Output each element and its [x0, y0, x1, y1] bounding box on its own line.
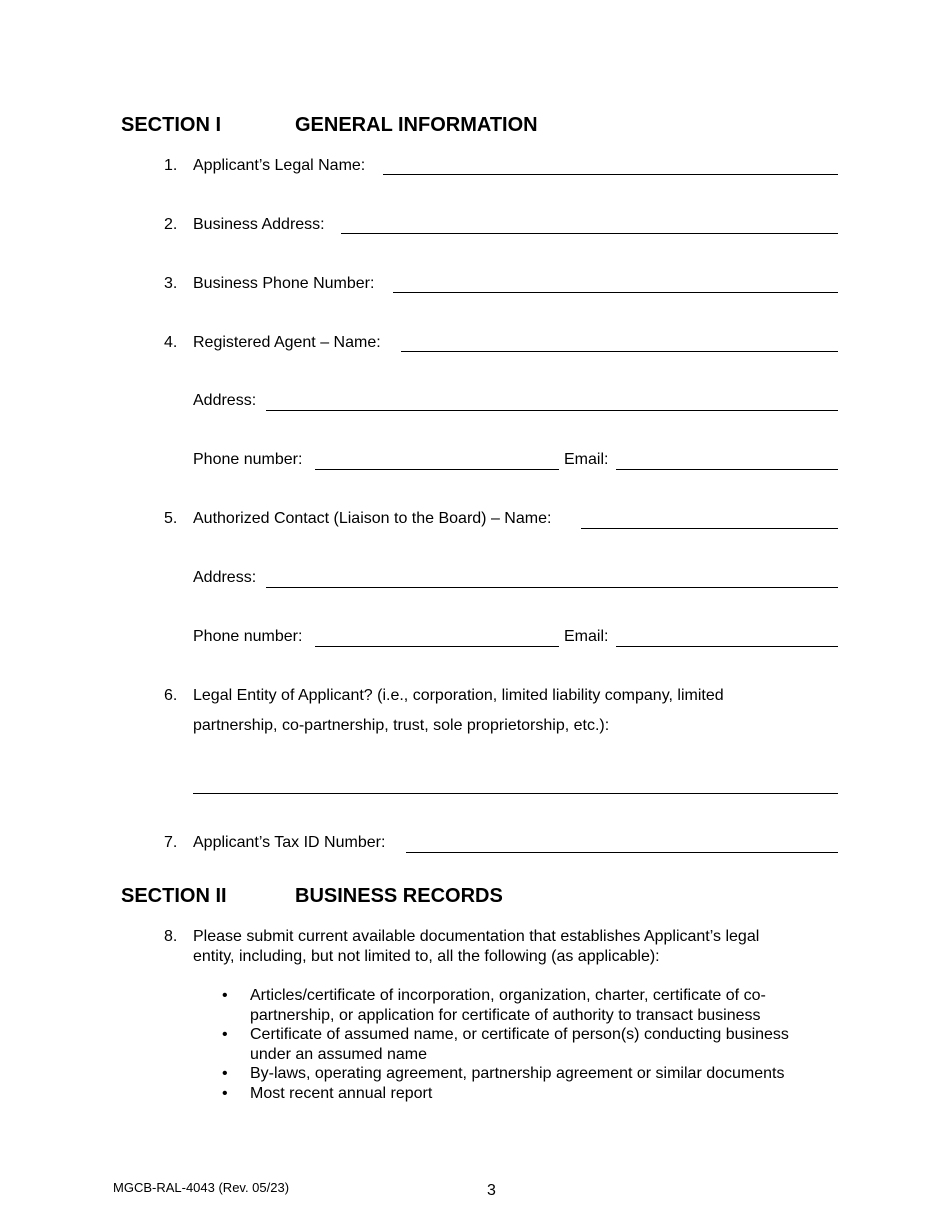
- section-1-number: SECTION I: [121, 114, 222, 136]
- q3-label: Business Phone Number:: [193, 275, 375, 292]
- bullet-item-1: [250, 986, 766, 1026]
- business-address-field[interactable]: [341, 233, 838, 234]
- q5-phone-label: Phone number:: [193, 628, 303, 645]
- tax-id-field[interactable]: [406, 852, 838, 853]
- q6-text-line2: partnership, co-partnership, trust, sole proprietorship, etc.):: [193, 717, 610, 734]
- form-id: MGCB-RAL-4043 (Rev. 05/23): [113, 1180, 290, 1195]
- authorized-contact-address-field[interactable]: [266, 587, 838, 588]
- q3-number: 3.: [164, 275, 178, 292]
- bullet-item-1-line1: Articles/certificate of incorporation, organization, charter, certificate of co-: [250, 987, 766, 1004]
- q1-label: Applicant’s Legal Name:: [193, 157, 366, 174]
- q6-text-line1: Legal Entity of Applicant? (i.e., corporation, limited liability company, limited: [193, 687, 724, 704]
- bullet-marker: •: [222, 987, 228, 1004]
- bullet-item-2-line2: under an assumed name: [250, 1046, 427, 1063]
- q4-label: Registered Agent – Name:: [193, 334, 381, 351]
- registered-agent-name-field[interactable]: [401, 351, 838, 352]
- legal-entity-field[interactable]: [193, 793, 838, 794]
- q2-number: 2.: [164, 216, 178, 233]
- q4-address-label: Address:: [193, 392, 257, 409]
- q5-number: 5.: [164, 510, 178, 527]
- q6-number: 6.: [164, 687, 178, 704]
- authorized-contact-phone-field[interactable]: [315, 646, 559, 647]
- q8-text: [193, 927, 759, 967]
- bullet-marker: •: [222, 1065, 228, 1082]
- q7-label: Applicant’s Tax ID Number:: [193, 834, 386, 851]
- q8-text-line2: entity, including, but not limited to, all the following (as applicable):: [193, 948, 660, 965]
- authorized-contact-name-field[interactable]: [581, 528, 838, 529]
- q5-address-label: Address:: [193, 569, 257, 586]
- section-2-number: SECTION II: [121, 885, 227, 907]
- bullet-item-1-line2: partnership, or application for certificate of authority to transact business: [250, 1007, 761, 1024]
- q8-number: 8.: [164, 928, 178, 945]
- bullet-item-2: [250, 1025, 789, 1065]
- q4-number: 4.: [164, 334, 178, 351]
- q2-label: Business Address:: [193, 216, 325, 233]
- registered-agent-address-field[interactable]: [266, 410, 838, 411]
- registered-agent-phone-field[interactable]: [315, 469, 559, 470]
- q5-label: Authorized Contact (Liaison to the Board) – Name:: [193, 510, 552, 527]
- authorized-contact-email-field[interactable]: [616, 646, 838, 647]
- q1-number: 1.: [164, 157, 178, 174]
- q5-email-label: Email:: [564, 628, 609, 645]
- applicant-legal-name-field[interactable]: [383, 174, 838, 175]
- page-number: 3: [487, 1182, 496, 1199]
- registered-agent-email-field[interactable]: [616, 469, 838, 470]
- business-phone-field[interactable]: [393, 292, 838, 293]
- q7-number: 7.: [164, 834, 178, 851]
- bullet-marker: •: [222, 1085, 228, 1102]
- bullet-marker: •: [222, 1026, 228, 1043]
- bullet-item-3: By-laws, operating agreement, partnership agreement or similar documents: [250, 1065, 785, 1082]
- q4-phone-label: Phone number:: [193, 451, 303, 468]
- q8-text-line1: Please submit current available documentation that establishes Applicant’s legal: [193, 928, 760, 945]
- bullet-item-4: Most recent annual report: [250, 1085, 433, 1102]
- section-2-title: BUSINESS RECORDS: [295, 885, 503, 907]
- section-1-title: GENERAL INFORMATION: [295, 114, 538, 136]
- q4-email-label: Email:: [564, 451, 609, 468]
- bullet-item-2-line1: Certificate of assumed name, or certificate of person(s) conducting business: [250, 1026, 789, 1043]
